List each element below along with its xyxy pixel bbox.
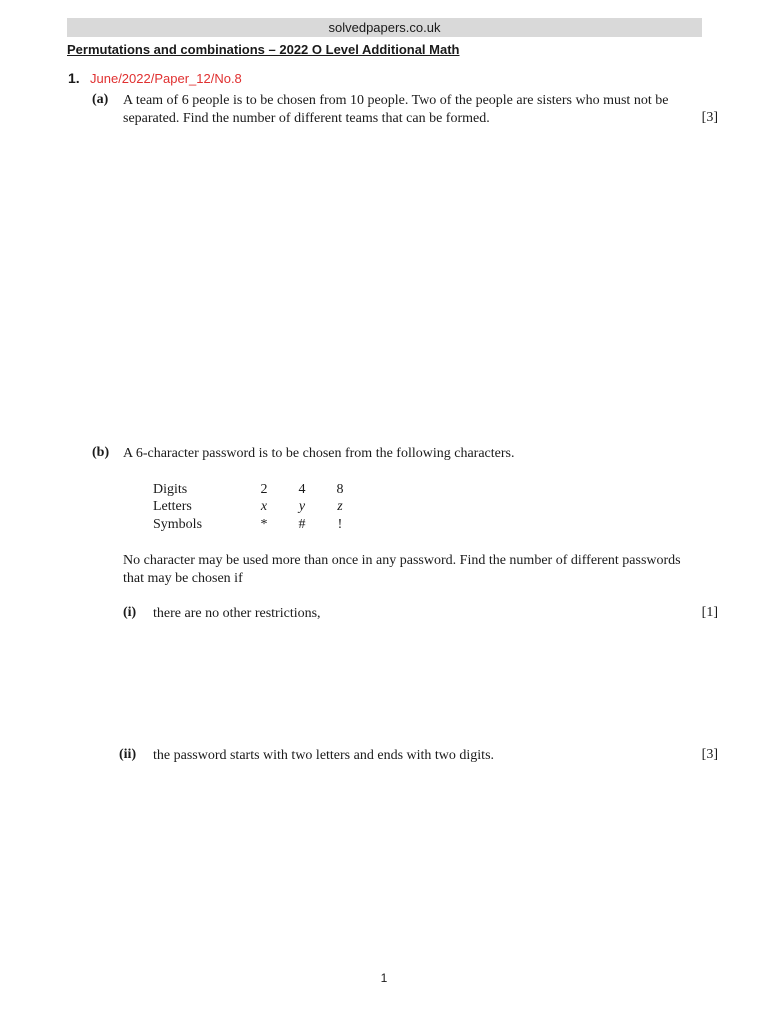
part-a-marks: [3] [701,110,718,125]
table-cell: ! [337,516,343,532]
row-label: Digits [153,481,188,497]
question-reference: June/2022/Paper_12/No.8 [90,71,242,86]
part-a-label: (a) [92,92,109,107]
table-cell: 8 [336,481,344,497]
row-label: Letters [153,499,192,515]
part-b-text-line-2: that may be chosen if [123,571,243,586]
table-row [153,516,359,534]
row-label: Symbols [153,516,203,532]
part-b-label: (b) [92,445,110,460]
site-banner [67,18,702,37]
part-b-intro: A 6-character password is to be chosen from the following characters. [123,446,515,461]
table-row [153,481,359,499]
part-a-line-2: separated. Find the number of different teams that can be formed. [123,111,490,126]
page-number: 1 [380,971,388,985]
table-row [153,499,359,517]
site-name: solvedpapers.co.uk [328,20,441,35]
sub-ii-label: (ii) [119,747,137,762]
sub-i-marks: [1] [701,605,718,620]
sub-i-label: (i) [123,605,137,620]
sub-i-text: there are no other restrictions, [153,606,321,621]
sub-ii-text: the password starts with two letters and ends with two digits. [153,748,495,763]
document-title: Permutations and combinations – 2022 O Level Additional Math [67,42,460,57]
table-cell: y [298,499,306,515]
table-cell: x [260,499,268,515]
table-cell: 4 [298,481,306,497]
characters-table [153,481,359,534]
table-cell: 2 [260,481,268,497]
table-cell: z [337,499,343,515]
part-a-line-1: A team of 6 people is to be chosen from 10 people. Two of the people are sisters who must not be [123,93,669,108]
table-cell: * [260,516,268,532]
question-number: 1. [68,70,80,86]
table-cell: # [298,516,306,532]
part-b-text-line-1: No character may be used more than once in any password. Find the number of different passwords [123,553,681,568]
sub-ii-marks: [3] [701,747,718,762]
